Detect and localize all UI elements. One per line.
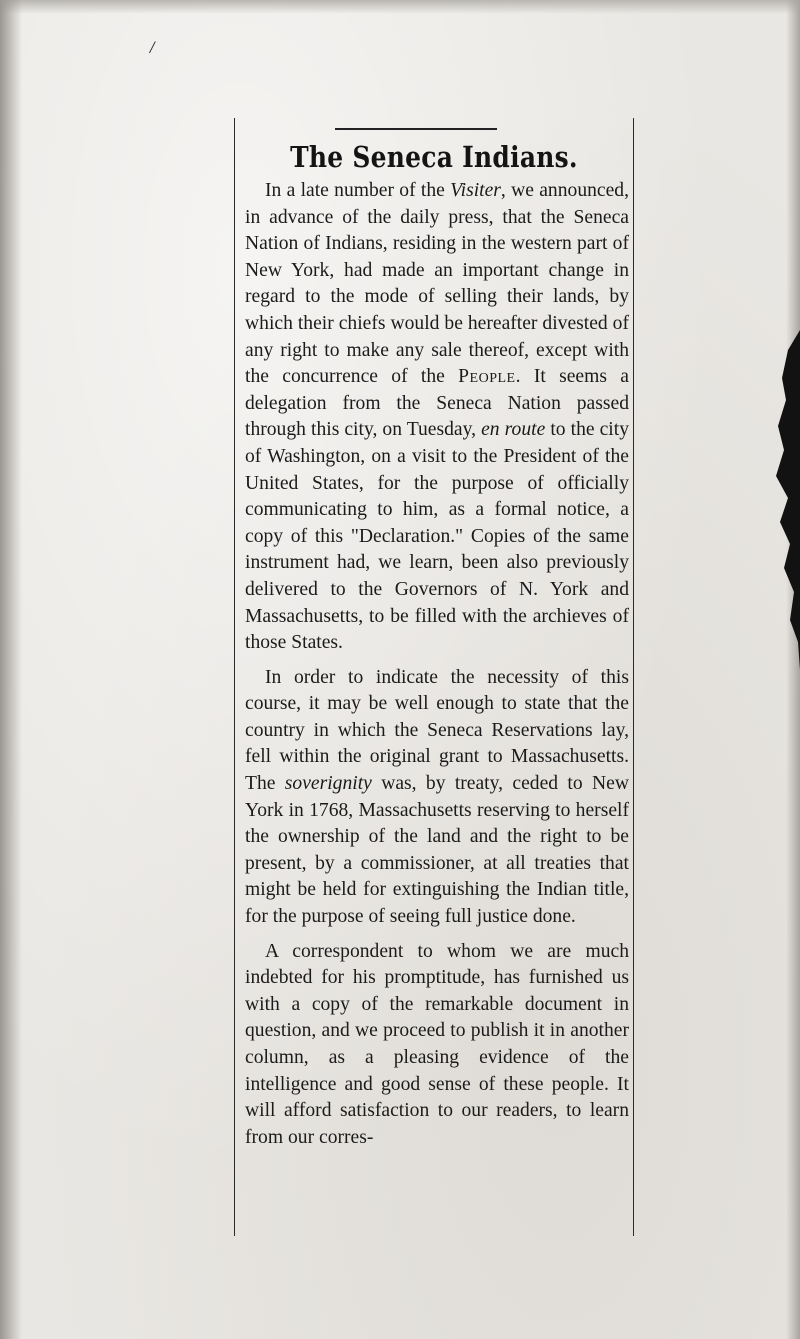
page-edge-left [0, 0, 22, 1339]
article-body [245, 178, 629, 1151]
text-run: was, by treaty, ceded to New York in 1768, Massachusetts reserving to herself the ownership of the land and the right to be present, by a commissioner, at all treaties that might be held for extinguishing the Indian title, for the purpose of seeing full justice done. [245, 773, 629, 928]
column-top-rule [335, 128, 497, 130]
text-run: In order to indicate the necessity of this course, it may be well enough to state that the country in which the Seneca Reservations lay, fell within the original grant to Massachusetts. The [245, 666, 629, 795]
italic-text: en route [481, 419, 546, 441]
torn-edge-mark [750, 330, 800, 670]
italic-text: Visiter [450, 180, 501, 201]
text-run: , we announced, in advance of the daily press, that the Seneca Nation of Indians, residing in the western part of New York, had made an important change in regard to the mode of selling their lands, by which their chiefs would be hereafter divested of any right to make any sale thereof, except with the concurrence of the [245, 180, 630, 388]
text-run: to the city of Washington, on a visit to the President of the United States, for the purpose of officially communicating to him, as a formal notice, a copy of this "Declaration." Copies of the same instrument had, we learn, been also previously delivered to the Governors of N. York and Massachusetts, to be filled with the archieves of those States. [245, 419, 629, 654]
article-paragraph-3 [245, 939, 629, 1152]
page-edge-top [0, 0, 800, 14]
small-caps-text: People [458, 366, 516, 388]
article-paragraph-2 [245, 665, 629, 931]
article-paragraph-1 [245, 178, 629, 657]
text-run: In a late number of the [265, 180, 451, 201]
stray-pencil-mark: / [150, 40, 155, 56]
newspaper-column [234, 118, 634, 1236]
text-run: . It seems a delegation from the Seneca Nation passed through this city, on Tuesday, [245, 366, 629, 441]
article-headline: The Seneca Indians. [290, 140, 578, 174]
italic-text: soverignity [284, 773, 372, 795]
text-run: A correspondent to whom we are much indebted for his promptitude, has furnished us with a copy of the remarkable document in question, and we proceed to publish it in another column, as a pleasing evidence of the intelligence and good sense of these people. It will afford satisfaction to our readers, to learn from our corres- [245, 940, 629, 1148]
